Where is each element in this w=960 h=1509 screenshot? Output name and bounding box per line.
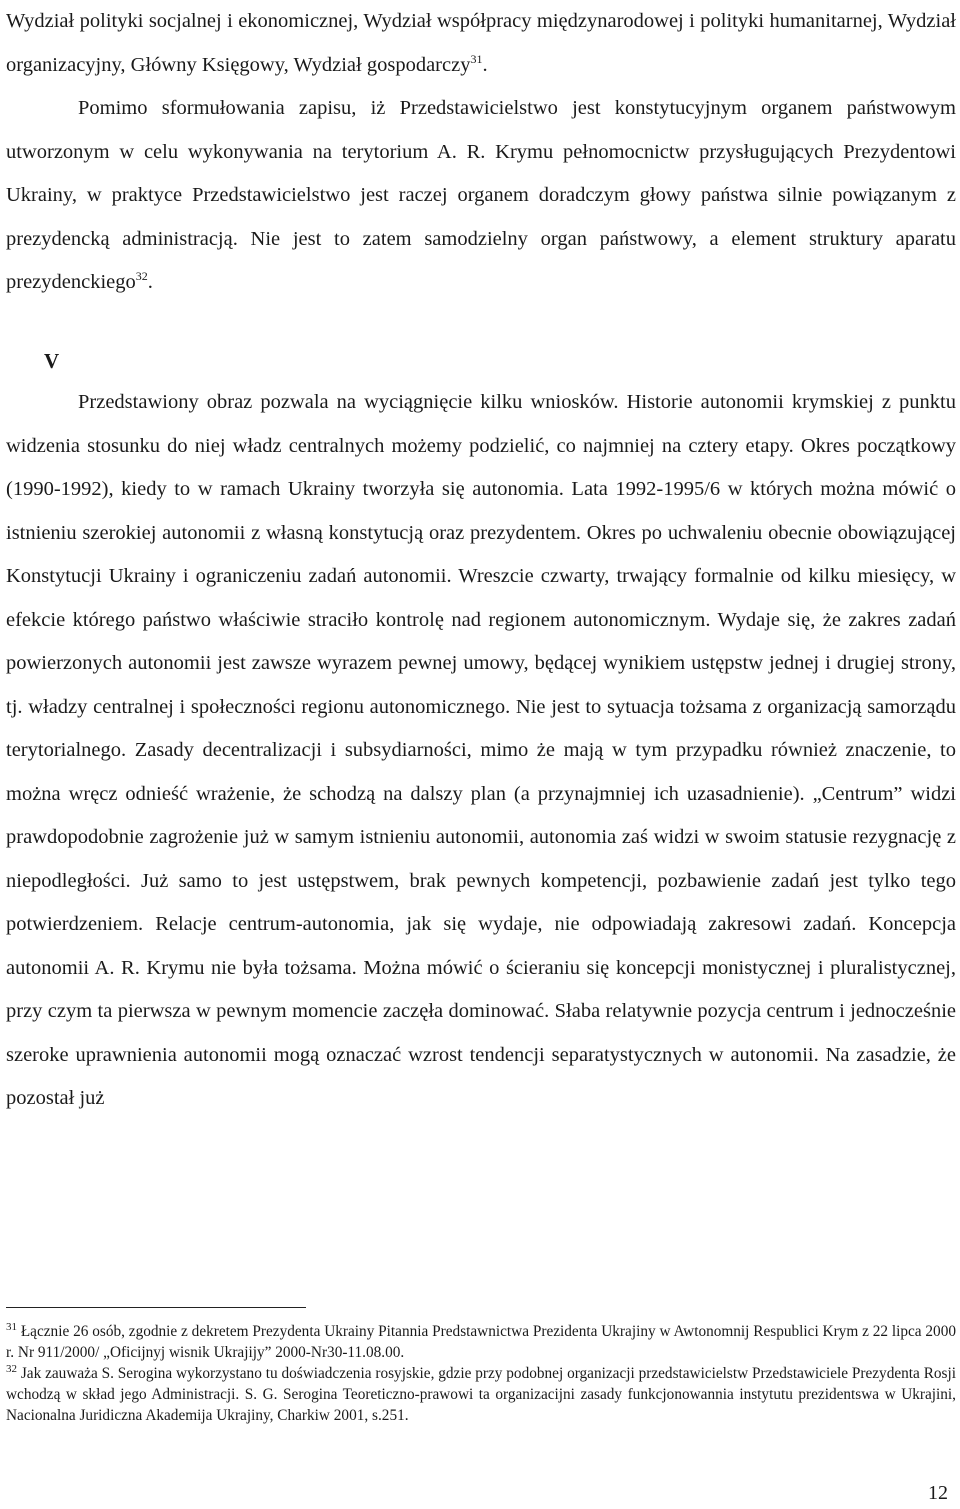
footnote-separator [6,1307,306,1308]
paragraph-text: Wydział polityki socjalnej i ekonomicznej, Wydział współpracy międzynarodowej i polityki humanitarnej, Wydział organizacyjny, Główny Księgowy, Wydział gospodarczy [6,10,956,76]
footnote-ref-31[interactable]: 31 [470,51,483,66]
footnote-number: 31 [6,1320,17,1333]
body-paragraph-2: Przedstawiony obraz pozwala na wyciągnięcie kilku wniosków. Historie autonomii krymskiej z punktu widzenia stosunku do niej władz centralnych możemy podzielić, co najmniej na cztery etapy. Okres początkowy (1990-1992), kiedy to w ramach Ukrainy tworzyła się autonomia. Lata 1992-1995/6 w których można mówić o istnieniu szerokiej autonomii z własną konstytucją oraz prezydentem. Okres po uchwaleniu obecnie obowiązującej Konstytucji Ukrainy i ograniczeniu zadań autonomii. Wreszcie czwarty, trwający formalnie od kilku miesięcy, w efekcie którego państwo właściwie straciło kontrolę nad regionem autonomicznym. Wydaje się, że zakres zadań powierzonych autonomii jest zawsze wyrazem pewnej umowy, będącej wynikiem ustępstw jednej i drugiej strony, tj. władzy centralnej i społeczności regionu autonomicznego. Nie jest to sytuacja tożsama z organizacją samorządu terytorialnego. Zasady decentralizacji i subsydiarności, mimo że mają w tym przypadku również znaczenie, to można wręcz odnieść wrażenie, że schodzą na dalszy plan (a przynajmniej ich uzasadnienie). „Centrum” widzi prawdopodobnie zagrożenie już w samym istnieniu autonomii, autonomia zaś widzi w swoim statusie rezygnację z niepodległości. Już samo to jest ustępstwem, brak pewnych kompetencji, pozbawienie zadań jest tylko tego potwierdzeniem. Relacje centrum-autonomia, jak się wydaje, nie odpowiadają zakresowi zadań. Koncepcja autonomii A. R. Krymu nie była tożsama. Można mówić o ścieraniu się koncepcji monistycznej i pluralistycznej, przy czym ta pierwsza w pewnym momencie zaczęła dominować. Słaba relatywnie pozycja centrum i jednocześnie szeroke uprawnienia autonomii mogą oznaczać wzrost tendencji separatystycznych w autonomii. Na zasadzie, że pozostał już [6,391,956,1109]
footnote-number: 32 [6,1362,17,1375]
paragraph-text: Pomimo sformułowania zapisu, iż Przedstawicielstwo jest konstytucyjnym organem państwowym utworzonym w celu wykonywania na terytorium A. R. Krymu pełnomocnictw przysługujących Prezydentowi Ukrainy, w praktyce Przedstawicielstwo jest raczej organem doradczym głowy państwa silnie powiązanym z prezydencką administracją. Nie jest to zatem samodzielny organ państwowy, a element struktury aparatu prezydenckiego [6,97,956,293]
footnote-ref-32[interactable]: 32 [135,269,148,284]
footnote-text: Łącznie 26 osób, zgodnie z dekretem Prezydenta Ukrainy Pitannia Predstawnictwa Prezidenta Ukrajiny w Awtonomnij Respublici Krym z 22 lipca 2000 r. Nr 911/2000/ „Oficijnyj wisnik Ukrajijy” 2000-Nr30-11.08.00. [6,1323,956,1361]
footnote-text: Jak zauważa S. Serogina wykorzystano tu doświadczenia rosyjskie, gdzie przy podobnej organizacji przedstawicielstw Przedstawiciele Prezydenta Rosji wchodzą w skład jego Administracji. S. G. Serogina Teoreticzno-prawowi ta organizacijni zasady funkcjonowannia instytutu prezidentswa w Ukrajini, Nacionalna Juridiczna Akademija Ukrajiny, Charkiw 2001, s.251. [6,1365,956,1424]
section-heading: V [44,349,60,373]
body-paragraph-1 [6,0,956,305]
footnote-31 [6,1321,956,1363]
footnote-32 [6,1363,956,1426]
paragraph-text: . [482,53,488,76]
paragraph-text: . [147,271,153,293]
page-number: 12 [928,1482,948,1504]
footnotes [6,1321,956,1426]
